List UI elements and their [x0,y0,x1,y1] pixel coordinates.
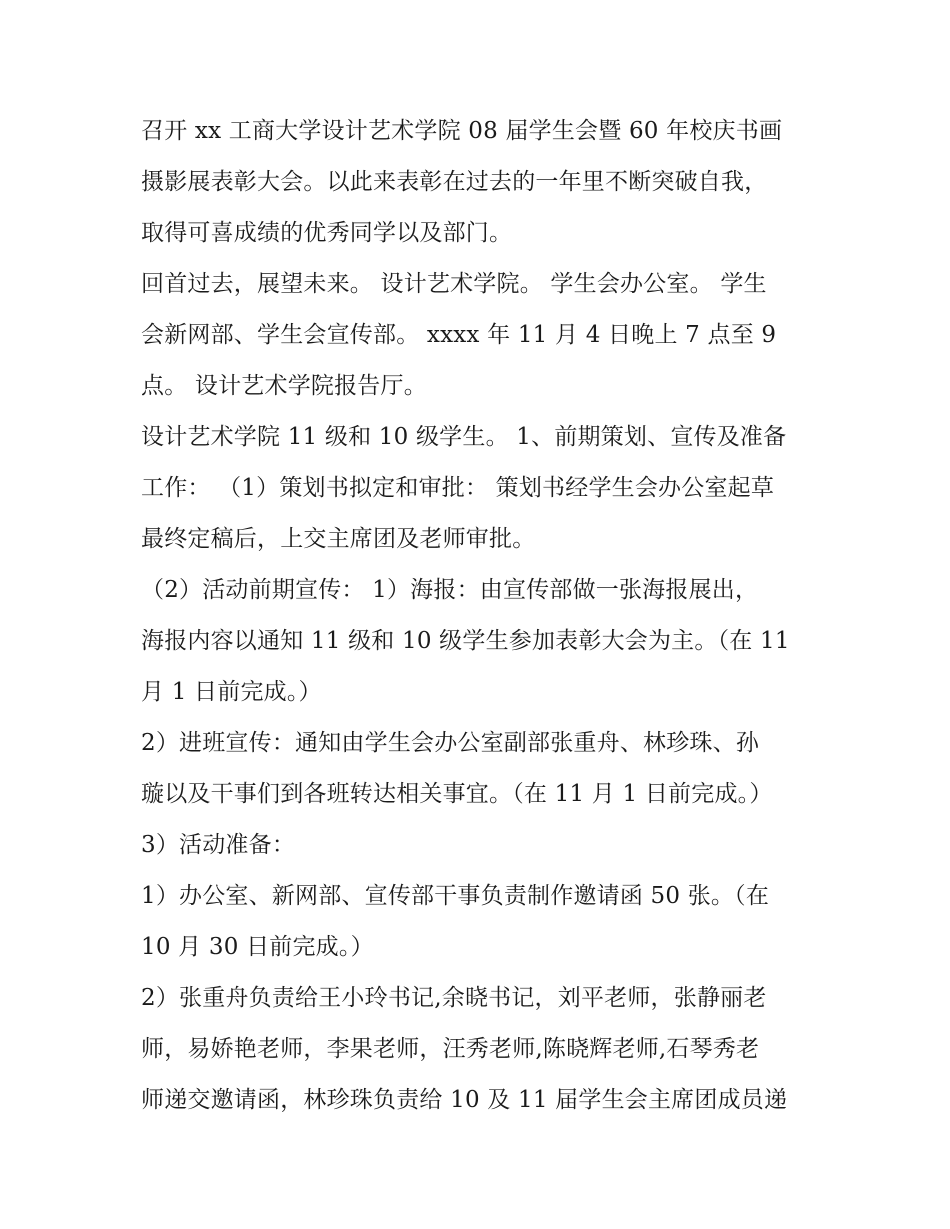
text-line: 取得可喜成绩的优秀同学以及部门。 [141,220,513,246]
text-line: 回首过去，展望未来。 设计艺术学院。 学生会办公室。 学生 [141,271,767,297]
text-line: 师递交邀请函，林珍珠负责给 10 及 11 届学生会主席团成员递 [141,1087,788,1113]
text-line: 会新网部、学生会宣传部。 xxxx 年 11 月 4 日晚上 7 点至 9 [141,322,777,348]
text-line: 10 月 30 日前完成。） [141,934,374,960]
text-line: 点。 设计艺术学院报告厅。 [141,373,427,399]
text-line: 月 1 日前完成。） [141,679,322,705]
text-line: 工作： （1）策划书拟定和审批： 策划书经学生会办公室起草 [141,475,775,501]
text-line: 师，易娇艳老师，李果老师，汪秀老师,陈晓辉老师,石琴秀老 [141,1036,760,1062]
text-line: （2）活动前期宣传： 1）海报：由宣传部做一张海报展出， [141,577,759,603]
text-line: 2）进班宣传：通知由学生会办公室副部张重舟、林珍珠、孙 [141,730,760,756]
text-line: 设计艺术学院 11 级和 10 级学生。 1、前期策划、宣传及准备 [141,424,787,450]
text-line: 召开 xx 工商大学设计艺术学院 08 届学生会暨 60 年校庆书画 [141,118,783,144]
text-line: 摄影展表彰大会。以此来表彰在过去的一年里不断突破自我， [141,169,768,195]
text-line: 1）办公室、新网部、宣传部干事负责制作邀请函 50 张。（在 [141,883,770,909]
text-line: 3）活动准备： [141,832,296,858]
text-line: 海报内容以通知 11 级和 10 级学生参加表彰大会为主。（在 11 [141,628,790,654]
text-line: 最终定稿后，上交主席团及老师审批。 [141,526,536,552]
text-line: 2）张重舟负责给王小玲书记,余晓书记，刘平老师，张静丽老 [141,985,767,1011]
text-line: 璇以及干事们到各班转达相关事宜。（在 11 月 1 日前完成。） [141,781,773,807]
